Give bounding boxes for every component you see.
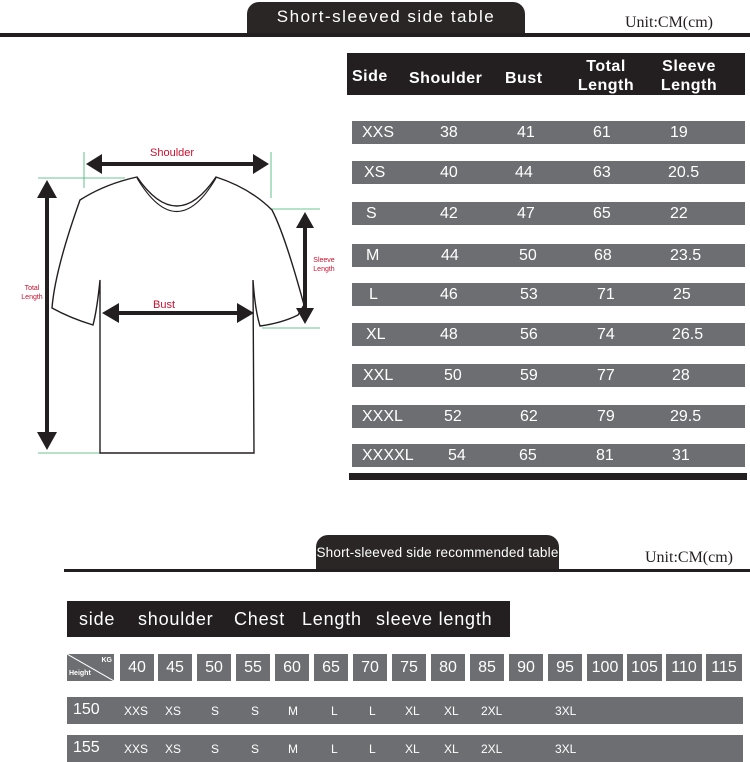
cell-sleeve: 20.5 (668, 164, 700, 181)
weight-cell: 45 (158, 654, 192, 681)
cell-shoulder: 44 (441, 247, 459, 264)
size-row (352, 244, 745, 267)
size-cell: 3XL (555, 742, 577, 756)
cell-sleeve: 26.5 (672, 326, 704, 343)
sleeve-length-label (306, 256, 342, 274)
size-cell: 3XL (555, 704, 577, 718)
corner-kg-label: KG (101, 657, 112, 664)
size-cell: L (331, 704, 338, 718)
cell-size: M (366, 247, 380, 264)
cell-length: 74 (597, 326, 615, 343)
header-side: Side (352, 68, 388, 85)
recommended-title-rule (64, 569, 750, 572)
title-rule (0, 33, 750, 37)
size-table-title: Short-sleeved side table (247, 2, 525, 34)
cell-shoulder: 46 (440, 286, 458, 303)
cell-size: XS (364, 164, 386, 181)
height-row (67, 697, 743, 724)
unit-label: Unit:CM(cm) (625, 14, 713, 31)
total-length-label-2: Length (21, 294, 43, 301)
size-row (352, 121, 745, 144)
weight-cell: 95 (548, 654, 582, 681)
cell-sleeve: 25 (673, 286, 691, 303)
weight-cell: 115 (706, 654, 742, 681)
weight-cell: 80 (431, 654, 465, 681)
weight-cell: 50 (197, 654, 231, 681)
recommended-unit-label: Unit:CM(cm) (645, 549, 733, 566)
height-cell: 150 (73, 701, 100, 718)
cell-sleeve: 22 (670, 205, 688, 222)
header-sleeve-length: sleeve length (376, 609, 493, 629)
sleeve-length-label-1: Sleeve (313, 257, 335, 264)
size-cell: XL (405, 742, 420, 756)
cell-length: 68 (594, 247, 612, 264)
cell-size: XXS (362, 124, 395, 141)
cell-shoulder: 48 (440, 326, 458, 343)
header-total-1: Total (586, 58, 626, 75)
cell-bust: 56 (520, 326, 538, 343)
size-cell: XL (444, 742, 459, 756)
cell-shoulder: 38 (440, 124, 458, 141)
size-cell: L (331, 742, 338, 756)
total-length-label (14, 284, 50, 302)
weight-cell: 105 (627, 654, 662, 681)
cell-bust: 44 (515, 164, 533, 181)
cell-length: 71 (597, 286, 615, 303)
header-bust: Bust (505, 70, 543, 87)
size-row (352, 444, 745, 467)
size-cell: L (369, 704, 376, 718)
size-cell: XS (165, 704, 182, 718)
cell-bust: 47 (517, 205, 535, 222)
header-length: Length (302, 609, 362, 629)
size-row (352, 323, 745, 346)
cell-size: XXL (363, 367, 394, 384)
size-cell: M (288, 742, 298, 756)
cell-shoulder: 40 (440, 164, 458, 181)
cell-length: 79 (597, 408, 615, 425)
total-length-label-1: Total (24, 285, 40, 292)
cell-bust: 65 (519, 447, 537, 464)
weight-cell: 60 (275, 654, 309, 681)
height-cell: 155 (73, 739, 100, 756)
size-row (352, 283, 745, 306)
cell-shoulder: 50 (444, 367, 462, 384)
recommended-table-header (67, 601, 510, 637)
cell-shoulder: 54 (448, 447, 466, 464)
cell-size: XXXL (362, 408, 403, 425)
size-cell: 2XL (481, 704, 503, 718)
header-chest: Chest (234, 609, 286, 629)
shoulder-label: Shoulder (150, 147, 195, 159)
cell-size: L (369, 286, 378, 303)
height-row (67, 735, 743, 762)
cell-shoulder: 52 (444, 408, 462, 425)
weight-cell: 55 (236, 654, 270, 681)
cell-size: XL (366, 326, 386, 343)
header-shoulder: Shoulder (409, 70, 483, 87)
size-cell: L (369, 742, 376, 756)
size-cell: XS (165, 742, 182, 756)
cell-sleeve: 28 (672, 367, 690, 384)
size-cell: S (251, 742, 260, 756)
bust-label: Bust (153, 299, 176, 311)
cell-length: 63 (593, 164, 611, 181)
size-cell: XXS (124, 742, 149, 756)
recommended-table-title: Short-sleeved side recommended table (316, 535, 559, 571)
size-row (352, 202, 745, 225)
header-shoulder: shoulder (138, 609, 214, 629)
size-cell: S (251, 704, 260, 718)
cell-sleeve: 23.5 (670, 247, 702, 264)
size-cell: XL (405, 704, 420, 718)
size-cell: XL (444, 704, 459, 718)
size-row (352, 364, 745, 387)
weight-cell: 75 (392, 654, 426, 681)
weight-cell: 90 (509, 654, 543, 681)
weight-cell: 100 (587, 654, 623, 681)
weight-cell: 110 (666, 654, 702, 681)
height-weight-corner (67, 654, 114, 681)
weight-cell: 40 (120, 654, 154, 681)
header-side: side (79, 609, 116, 629)
size-cell: S (211, 704, 220, 718)
size-cell: 2XL (481, 742, 503, 756)
sleeve-length-label-2: Length (313, 266, 335, 273)
cell-bust: 59 (520, 367, 538, 384)
cell-sleeve: 29.5 (670, 408, 702, 425)
cell-size: XXXXL (362, 447, 414, 464)
cell-length: 77 (597, 367, 615, 384)
cell-bust: 53 (520, 286, 538, 303)
cell-size: S (366, 205, 377, 222)
weight-cell: 70 (353, 654, 387, 681)
cell-sleeve: 31 (672, 447, 690, 464)
cell-bust: 50 (519, 247, 537, 264)
size-row (352, 405, 745, 428)
cell-length: 81 (596, 447, 614, 464)
cell-length: 61 (593, 124, 611, 141)
cell-shoulder: 42 (440, 205, 458, 222)
header-total-2: Length (577, 77, 635, 94)
cell-sleeve: 19 (670, 124, 688, 141)
size-table-header (347, 53, 745, 95)
weight-cell: 85 (470, 654, 504, 681)
cell-bust: 41 (517, 124, 535, 141)
size-cell: S (211, 742, 220, 756)
cell-length: 65 (593, 205, 611, 222)
cell-bust: 62 (520, 408, 538, 425)
size-table-footer-bar (349, 473, 747, 480)
size-cell: XXS (124, 704, 149, 718)
weight-cell: 65 (314, 654, 348, 681)
header-sleeve-1: Sleeve (662, 58, 716, 75)
size-cell: M (288, 704, 298, 718)
size-row (352, 161, 745, 184)
corner-height-label: Height (69, 670, 91, 677)
header-sleeve-2: Length (660, 77, 718, 94)
